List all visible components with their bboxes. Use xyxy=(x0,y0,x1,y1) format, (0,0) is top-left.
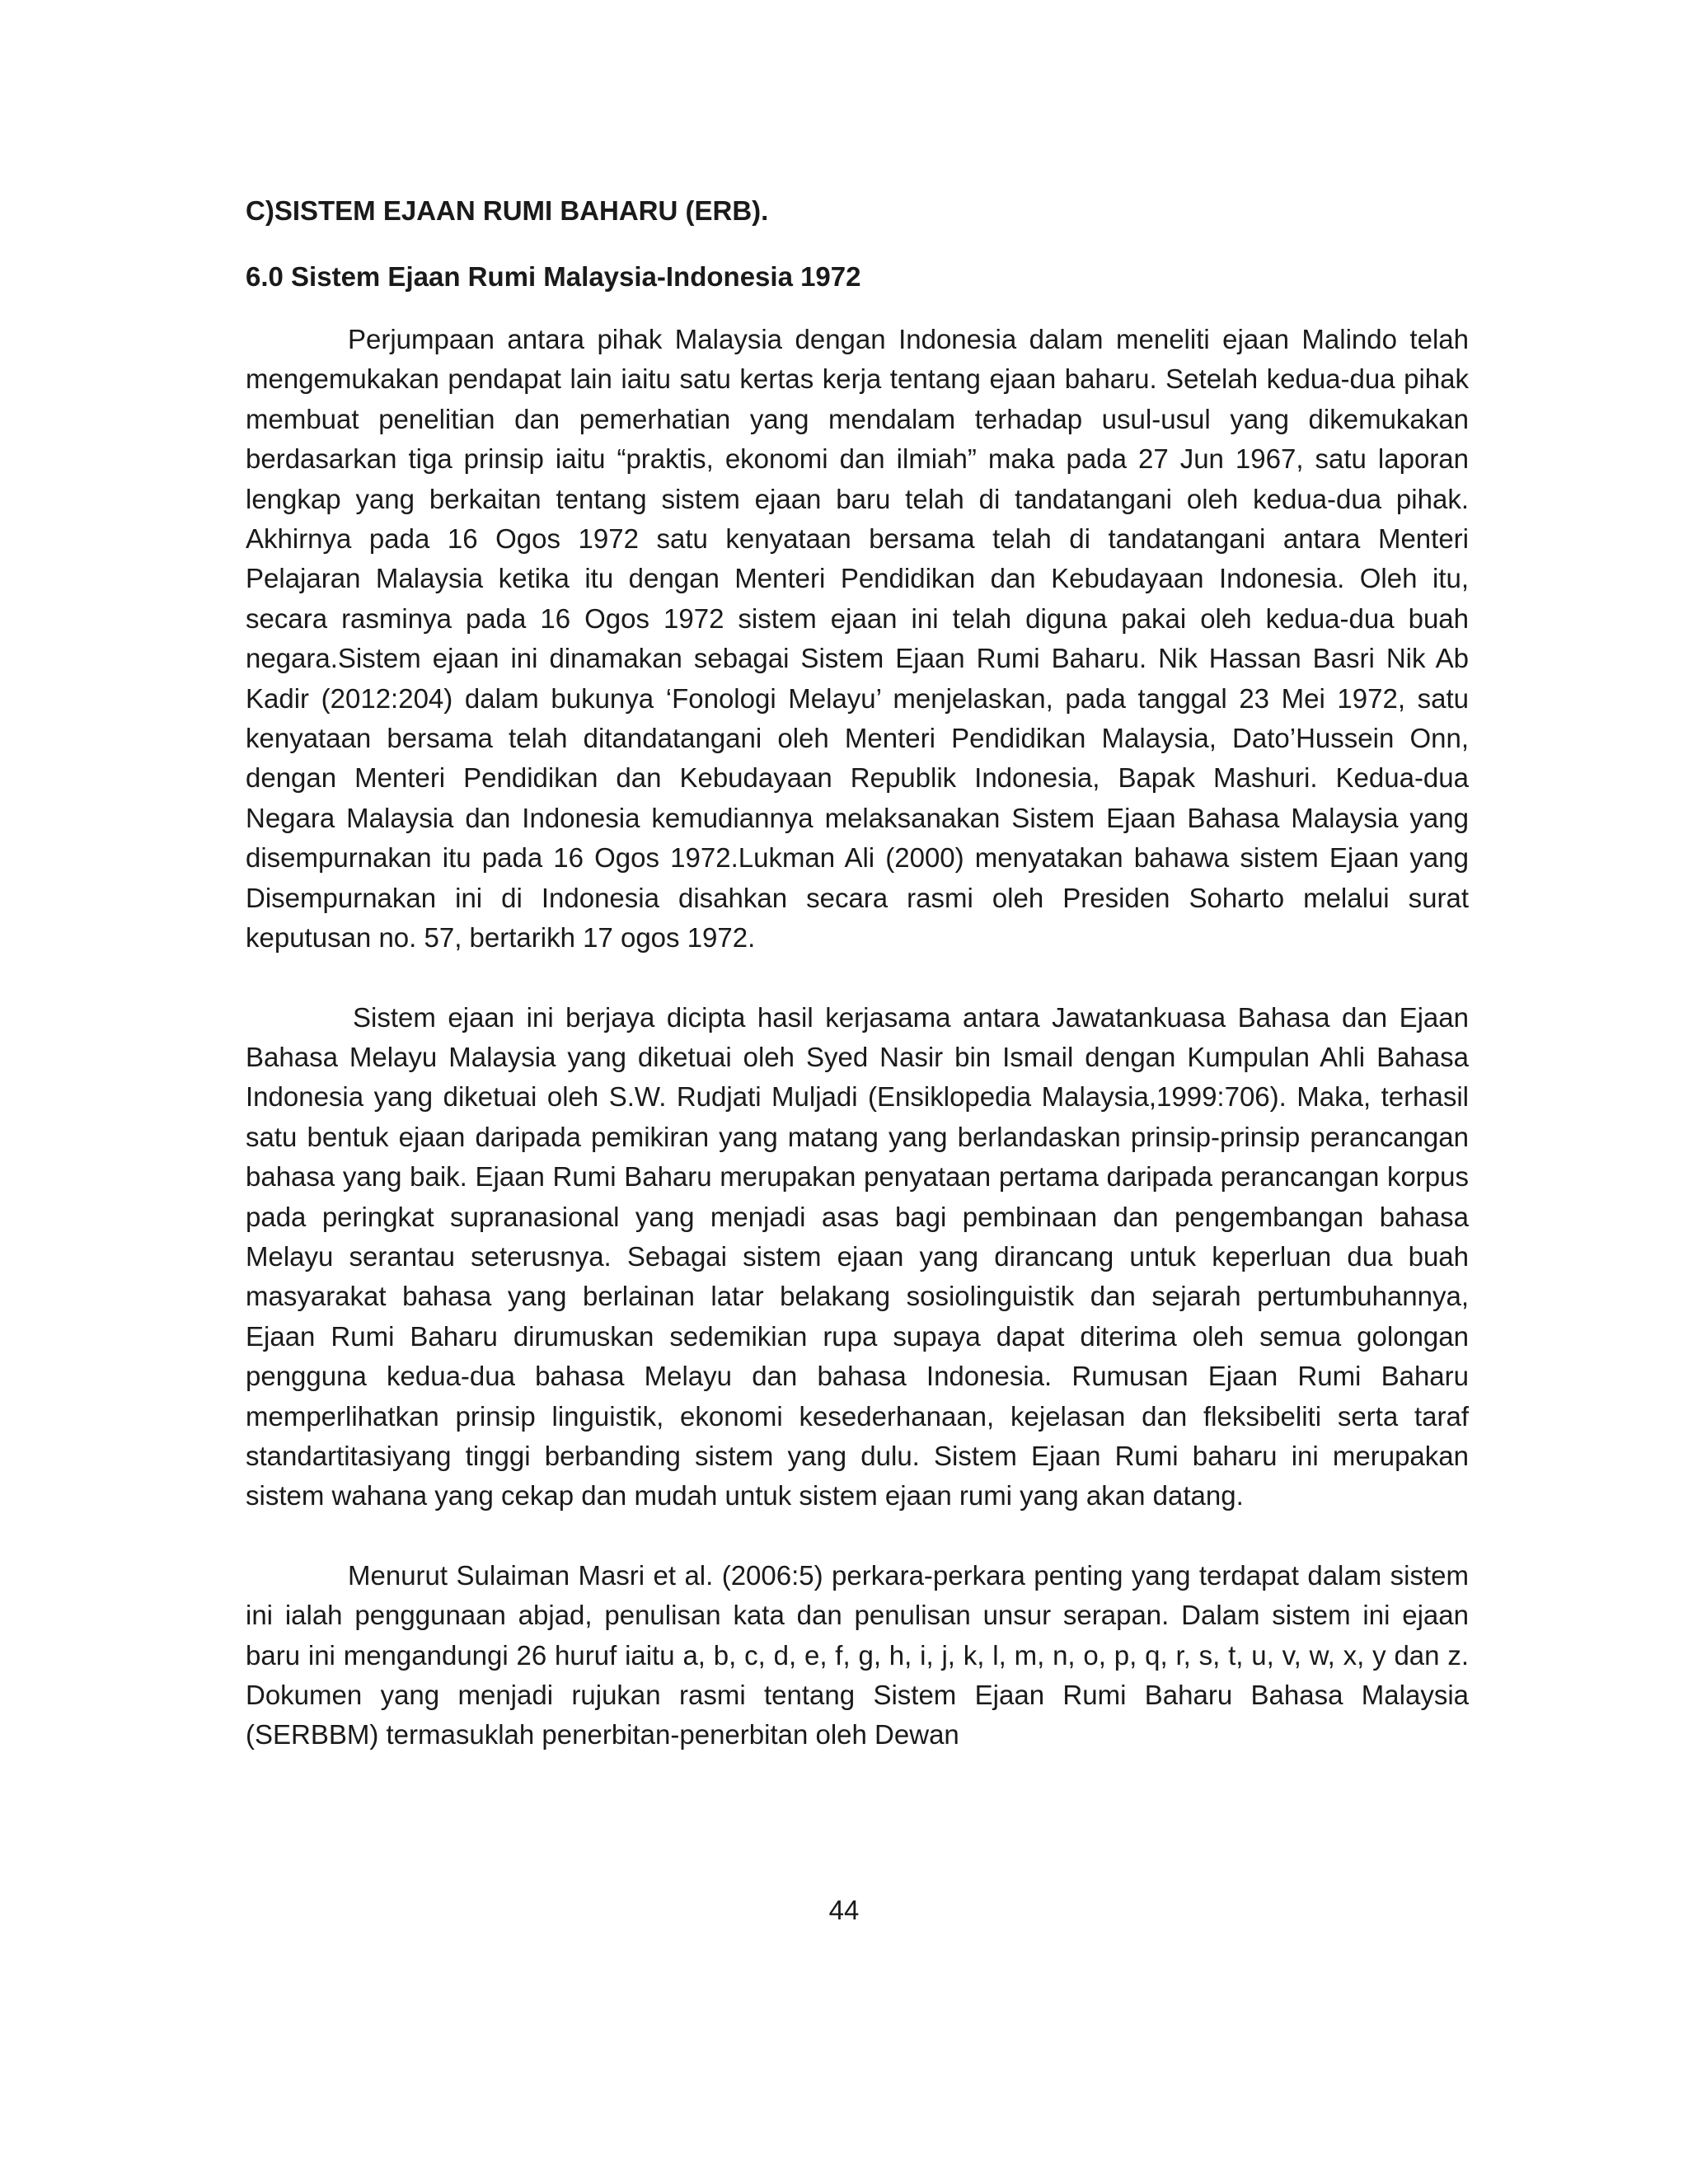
paragraph-1: Perjumpaan antara pihak Malaysia dengan Indonesia dalam meneliti ejaan Malindo telah mengemukakan pendapat lain iaitu satu kertas kerja tentang ejaan baharu. Setelah kedua-dua pihak membuat penelitian dan pemerhatian yang mendalam terhadap usul-usul yang dikemukakan berdasarkan tiga prinsip iaitu “praktis, ekonomi dan ilmiah” maka pada 27 Jun 1967, satu laporan lengkap yang berkaitan tentang sistem ejaan baru telah di tandatangani oleh kedua-dua pihak. Akhirnya pada 16 Ogos 1972 satu kenyataan bersama telah di tandatangani antara Menteri Pelajaran Malaysia ketika itu dengan Menteri Pendidikan dan Kebudayaan Indonesia. Oleh itu, secara rasminya pada 16 Ogos 1972 sistem ejaan ini telah diguna pakai oleh kedua-dua buah negara.Sistem ejaan ini dinamakan sebagai Sistem Ejaan Rumi Baharu. Nik Hassan Basri Nik Ab Kadir (2012:204) dalam bukunya ‘Fonologi Melayu’ menjelaskan, pada tanggal 23 Mei 1972, satu kenyataan bersama telah ditandatangani oleh Menteri Pendidikan Malaysia, Dato’Hussein Onn, dengan Menteri Pendidikan dan Kebudayaan Republik Indonesia, Bapak Mashuri. Kedua-dua Negara Malaysia dan Indonesia kemudiannya melaksanakan Sistem Ejaan Bahasa Malaysia yang disempurnakan itu pada 16 Ogos 1972.Lukman Ali (2000) menyatakan bahawa sistem Ejaan yang Disempurnakan ini di Indonesia disahkan secara rasmi oleh Presiden Soharto melalui surat keputusan no. 57, bertarikh 17 ogos 1972. xyxy=(246,324,1469,954)
page-number: 44 xyxy=(828,1895,860,1925)
paragraph-3: Menurut Sulaiman Masri et al. (2006:5) perkara-perkara penting yang terdapat dalam sistem ini ialah penggunaan abjad, penulisan kata dan penulisan unsur serapan. Dalam sistem ini ejaan baru ini mengandungi 26 huruf iaitu a, b, c, d, e, f, g, h, i, j, k, l, m, n, o, p, q, r, s, t, u, v, w, x, y dan z. Dokumen yang menjadi rujukan rasmi tentang Sistem Ejaan Rumi Baharu Bahasa Malaysia (SERBBM) termasuklah penerbitan-penerbitan oleh Dewan xyxy=(246,1559,1469,1750)
section-heading: C)SISTEM EJAAN RUMI BAHARU (ERB). xyxy=(246,195,769,226)
paragraph-2: Sistem ejaan ini berjaya dicipta hasil kerjasama antara Jawatankuasa Bahasa dan Ejaan Bahasa Melayu Malaysia yang diketuai oleh Syed Nasir bin Ismail dengan Kumpulan Ahli Bahasa Indonesia yang diketuai oleh S.W. Rudjati Muljadi (Ensiklopedia Malaysia,1999:706). Maka, terhasil satu bentuk ejaan daripada pemikiran yang matang yang berlandaskan prinsip-prinsip perancangan bahasa yang baik. Ejaan Rumi Baharu merupakan penyataan pertama daripada perancangan korpus pada peringkat supranasional yang menjadi asas bagi pembinaan dan pengembangan bahasa Melayu serantau seterusnya. Sebagai sistem ejaan yang dirancang untuk keperluan dua buah masyarakat bahasa yang berlainan latar belakang sosiolinguistik dan sejarah pertumbuhannya, Ejaan Rumi Baharu dirumuskan sedemikian rupa supaya dapat diterima oleh semua golongan pengguna kedua-dua bahasa Melayu dan bahasa Indonesia. Rumusan Ejaan Rumi Baharu memperlihatkan prinsip linguistik, ekonomi kesederhanaan, kejelasan dan fleksibeliti serta taraf standartitasiyang tinggi berbanding sistem yang dulu. Sistem Ejaan Rumi baharu ini merupakan sistem wahana yang cekap dan mudah untuk sistem ejaan rumi yang akan datang. xyxy=(246,1001,1469,1511)
subsection-heading: 6.0 Sistem Ejaan Rumi Malaysia-Indonesia 1972 xyxy=(246,261,861,292)
document-page xyxy=(246,194,1469,1755)
